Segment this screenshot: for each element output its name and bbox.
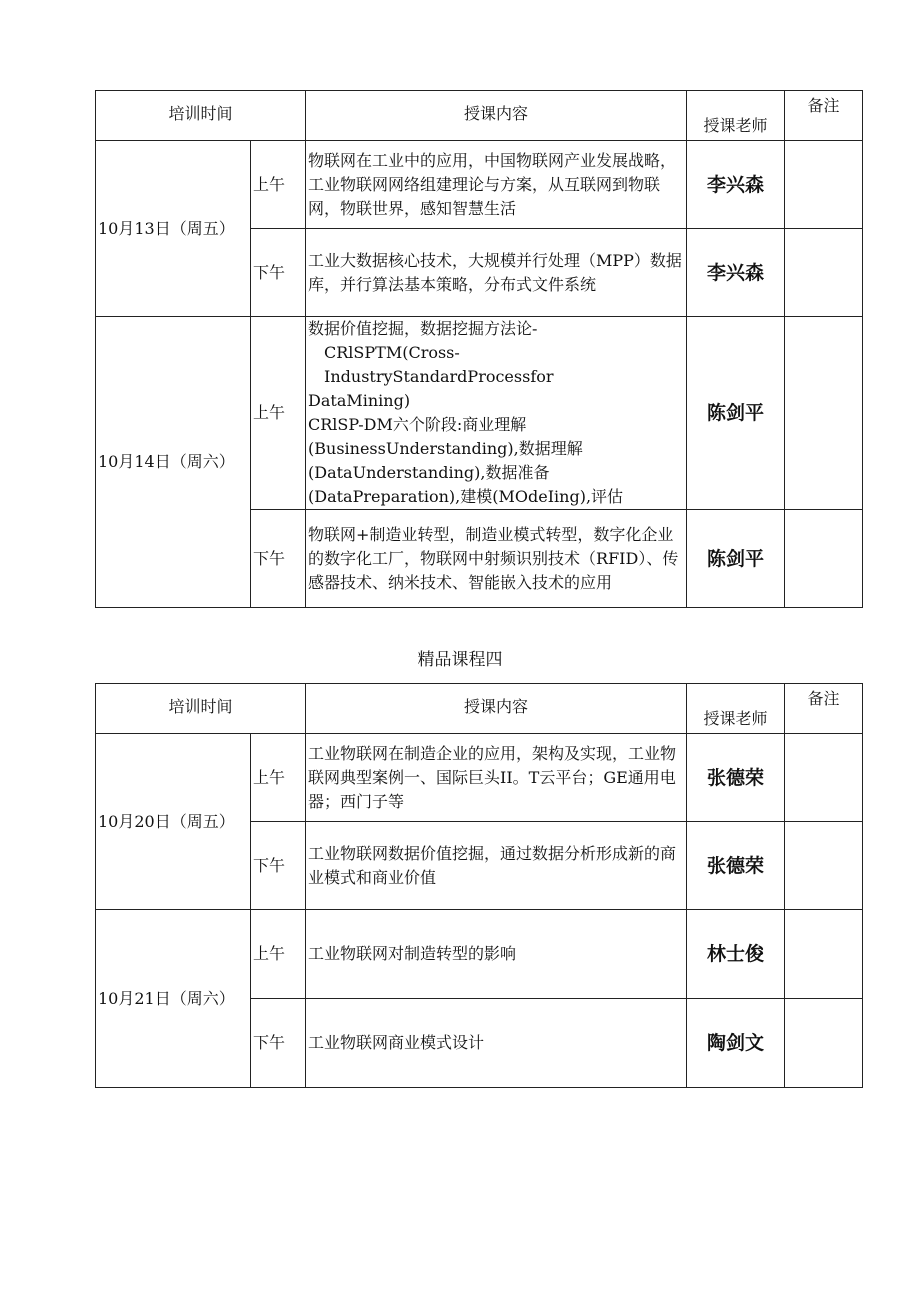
teacher-cell: 张德荣 xyxy=(687,822,785,910)
table-row xyxy=(96,317,863,510)
header-course-content: 授课内容 xyxy=(306,684,687,734)
content-line: (DataUnderstanding),数据准备 xyxy=(308,463,550,482)
date-cell: 10月13日（周五） xyxy=(96,141,251,317)
note-cell xyxy=(785,141,863,229)
note-cell xyxy=(785,229,863,317)
note-cell xyxy=(785,734,863,822)
period-cell: 上午 xyxy=(251,141,306,229)
course-content-cell: 工业物联网数据价值挖掘，通过数据分析形成新的商业模式和商业价值 xyxy=(306,822,687,910)
header-notes: 备注 xyxy=(785,91,863,141)
course-content-cell xyxy=(306,317,687,510)
content-line: (BusinessUnderstanding),数据理解 xyxy=(308,439,583,458)
teacher-cell: 李兴森 xyxy=(687,141,785,229)
header-training-time: 培训时间 xyxy=(96,91,306,141)
note-cell xyxy=(785,999,863,1088)
teacher-cell: 张德荣 xyxy=(687,734,785,822)
header-notes: 备注 xyxy=(785,684,863,734)
note-cell xyxy=(785,910,863,999)
table-header-row xyxy=(96,684,863,734)
period-cell: 下午 xyxy=(251,999,306,1088)
content-line: DataMining) xyxy=(308,391,411,410)
note-cell xyxy=(785,317,863,510)
note-cell xyxy=(785,822,863,910)
period-cell: 上午 xyxy=(251,734,306,822)
period-cell: 上午 xyxy=(251,317,306,510)
teacher-cell: 李兴森 xyxy=(687,229,785,317)
header-teacher: 授课老师 xyxy=(687,684,785,734)
schedule-table-1 xyxy=(95,90,863,608)
header-teacher: 授课老师 xyxy=(687,91,785,141)
header-training-time: 培训时间 xyxy=(96,684,306,734)
section-title: 精品课程四 xyxy=(417,650,503,670)
course-content-cell: 工业物联网在制造企业的应用，架构及实现，工业物联网典型案例一、国际巨头II。T云平台；GE通用电器；西门子等 xyxy=(306,734,687,822)
content-line: CRlSPTM(Cross- xyxy=(324,343,460,362)
content-line: (DataPreparation),建模(MOdeIing),评估 xyxy=(308,487,624,506)
content-line: 数据价值挖掘，数据挖掘方法论- xyxy=(308,319,538,338)
period-cell: 下午 xyxy=(251,510,306,608)
period-cell: 上午 xyxy=(251,910,306,999)
course-content-cell: 物联网在工业中的应用，中国物联网产业发展战略，工业物联网网络组建理论与方案，从互联网到物联网，物联世界，感知智慧生活 xyxy=(306,141,687,229)
course-content-cell: 物联网+制造业转型，制造业模式转型，数字化企业的数字化工厂，物联网中射频识别技术（RFID）、传感器技术、纳米技术、智能嵌入技术的应用 xyxy=(306,510,687,608)
teacher-cell: 陈剑平 xyxy=(687,510,785,608)
schedule-table-2 xyxy=(95,683,863,1088)
course-content-cell: 工业大数据核心技术，大规模并行处理（MPP）数据库，并行算法基本策略，分布式文件系统 xyxy=(306,229,687,317)
course-content-cell: 工业物联网对制造转型的影响 xyxy=(306,910,687,999)
date-cell: 10月14日（周六） xyxy=(96,317,251,608)
period-cell: 下午 xyxy=(251,822,306,910)
table-row xyxy=(96,734,863,822)
course-content-cell: 工业物联网商业模式设计 xyxy=(306,999,687,1088)
content-line: CRlSP-DM六个阶段:商业理解 xyxy=(308,415,527,434)
table-row xyxy=(96,141,863,229)
content-line: IndustryStandardProcessfor xyxy=(324,367,554,386)
teacher-cell: 陈剑平 xyxy=(687,317,785,510)
header-course-content: 授课内容 xyxy=(306,91,687,141)
period-cell: 下午 xyxy=(251,229,306,317)
table-header-row xyxy=(96,91,863,141)
date-cell: 10月20日（周五） xyxy=(96,734,251,910)
teacher-cell: 陶剑文 xyxy=(687,999,785,1088)
note-cell xyxy=(785,510,863,608)
teacher-cell: 林士俊 xyxy=(687,910,785,999)
date-cell: 10月21日（周六） xyxy=(96,910,251,1088)
table-row xyxy=(96,910,863,999)
